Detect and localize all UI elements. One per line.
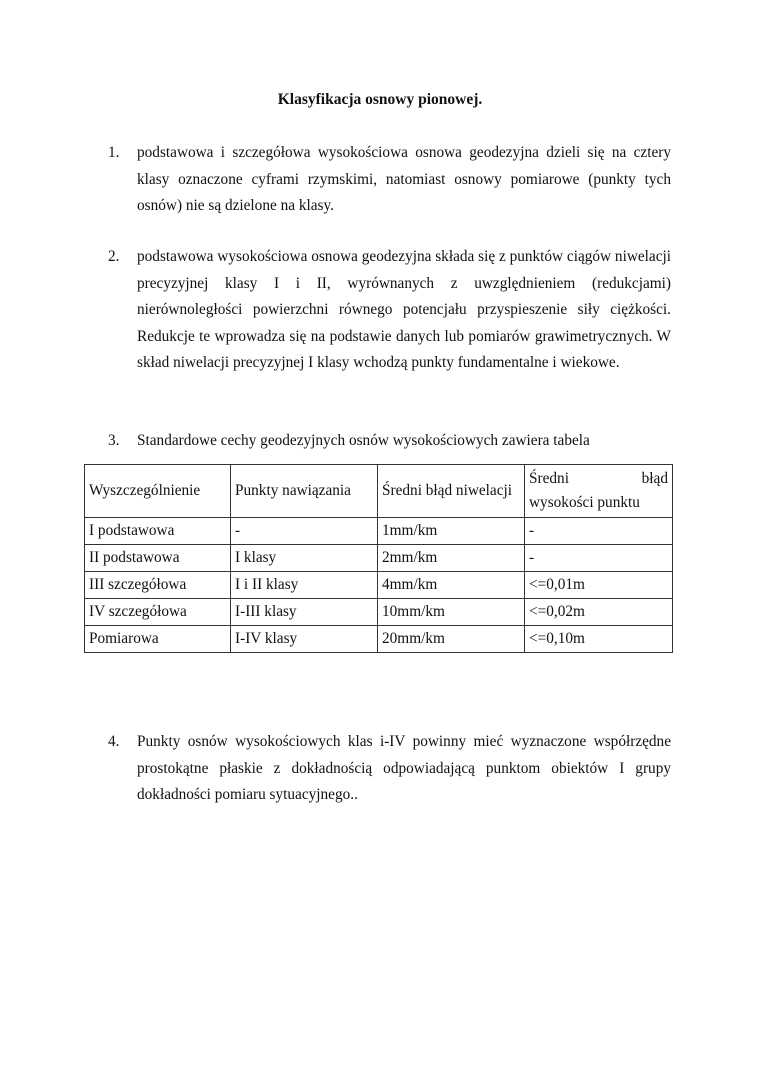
table-row — [85, 626, 673, 653]
table-cell: 20mm/km — [378, 626, 525, 653]
table-cell: <=0,10m — [525, 626, 673, 653]
list-item-text: Standardowe cechy geodezyjnych osnów wysokościowych zawiera tabela — [137, 432, 590, 449]
list-item-text: podstawowa wysokościowa osnowa geodezyjna składa się z punktów ciągów niwelacji precyzyjnej klasy I i II, wyrównanych z uwzględnieniem (redukcjami) nierównoległości powierzchni równego potencjału przyspieszenie siły ciężkości. Redukcje te wprowadza się na podstawie danych lub pomiarów grawimetrycznych. W skład niwelacji precyzyjnej I klasy wchodzą punkty fundamentalne i wiekowe. — [137, 248, 671, 371]
table-cell: I-IV klasy — [231, 626, 378, 653]
table-row — [85, 545, 673, 572]
table-cell: 1mm/km — [378, 518, 525, 545]
table-row — [85, 572, 673, 599]
table-header-cell: Punkty nawiązania — [231, 465, 378, 518]
table-header-cell — [525, 465, 673, 518]
list-item-number: 3. — [108, 432, 120, 449]
table-row — [85, 518, 673, 545]
table-cell: I i II klasy — [231, 572, 378, 599]
table-cell: <=0,02m — [525, 599, 673, 626]
standards-table — [84, 464, 673, 653]
header-word: Średni — [529, 470, 569, 487]
table-cell: <=0,01m — [525, 572, 673, 599]
table-cell: I podstawowa — [85, 518, 231, 545]
table-header-row — [85, 465, 673, 518]
table-header-cell: Średni błąd niwelacji — [378, 465, 525, 518]
list-item — [108, 140, 671, 220]
list-item-text: podstawowa i szczegółowa wysokościowa osnowa geodezyjna dzieli się na cztery klasy oznaczone cyframi rzymskimi, natomiast osnowy pomiarowe (punkty tych osnów) nie są dzielone na klasy. — [137, 144, 671, 214]
list-item-number: 1. — [108, 144, 120, 161]
list-item-text: Punkty osnów wysokościowych klas i-IV powinny mieć wyznaczone współrzędne prostokątne płaskie z dokładnością odpowiadającą punktom obiektów I grupy dokładności pomiaru sytuacyjnego.. — [137, 733, 671, 803]
table-cell: - — [231, 518, 378, 545]
table-cell: III szczegółowa — [85, 572, 231, 599]
header-word: błąd — [641, 470, 668, 487]
table-cell: 10mm/km — [378, 599, 525, 626]
document-title: Klasyfikacja osnowy pionowej. — [277, 91, 483, 108]
table-cell: IV szczegółowa — [85, 599, 231, 626]
list-item — [108, 428, 671, 455]
list-item-number: 4. — [108, 733, 120, 750]
table-cell: - — [525, 518, 673, 545]
table-cell: 4mm/km — [378, 572, 525, 599]
header-line-2: wysokości punktu — [529, 494, 640, 511]
table-cell: I-III klasy — [231, 599, 378, 626]
table-cell: 2mm/km — [378, 545, 525, 572]
list-item-number: 2. — [108, 248, 120, 265]
header-line-1 — [529, 467, 668, 491]
list-item — [108, 244, 671, 377]
table-row — [85, 599, 673, 626]
table-cell: I klasy — [231, 545, 378, 572]
table-cell: - — [525, 545, 673, 572]
table-cell: Pomiarowa — [85, 626, 231, 653]
table-cell: II podstawowa — [85, 545, 231, 572]
table-header-cell: Wyszczególnienie — [85, 465, 231, 518]
list-item — [108, 729, 671, 809]
